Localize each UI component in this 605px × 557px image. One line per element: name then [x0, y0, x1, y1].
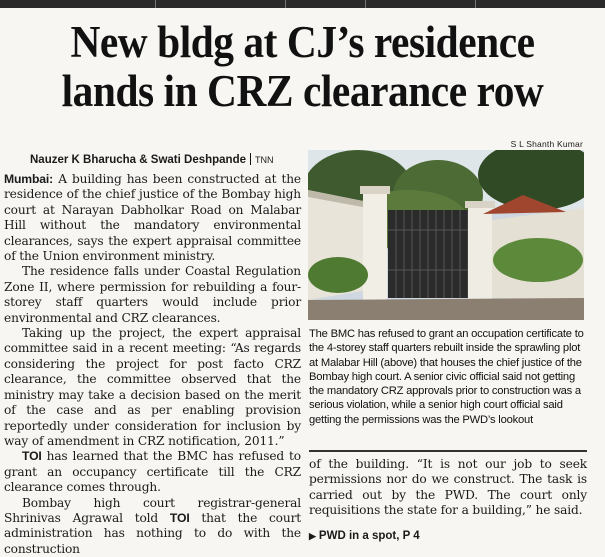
jump-line[interactable]	[309, 530, 420, 542]
headline-line-1: New bldg at CJ’s residence	[70, 17, 535, 67]
body-paragraph-2: The residence falls under Coastal Regulation Zone II, where permission for rebuilding a four-storey staff quarters would include prior environmental and CRZ clearances.	[4, 264, 301, 325]
headline-line-2: lands in CRZ clearance row	[61, 66, 544, 116]
body-paragraph-3: Taking up the project, the expert appraisal committee said in a recent meeting: “As regards considering the project for post facto CRZ clearance, the committee observed that the ministry may take a decision based on the merit of the case and as per enabling provision reportedly under consideration for inclusion by way of amendment in CRZ notification, 2011.”	[4, 326, 301, 448]
byline-agency: TNN	[255, 155, 274, 165]
body-paragraph-5: Bombay high court registrar-general Shrinivas Agrawal told TOI that the court administration has nothing to do with the construction	[4, 495, 301, 556]
article-body	[4, 172, 301, 557]
headline	[24, 18, 581, 116]
byline-separator	[250, 153, 251, 165]
caption-divider	[309, 450, 587, 452]
photo-caption: The BMC has refused to grant an occupation certificate to the 4-storey staff quarters rebuilt inside the sprawling plot at Malabar Hill (above) that houses the chief justice of the Bombay high court. A senior civic official said not getting the mandatory CRZ approvals prior to construction was a serious violation, while a senior high court official said getting the permissions was the PWD’s lookout	[309, 328, 584, 426]
play-arrow-icon: ▶	[309, 531, 316, 541]
body-paragraph-1: Mumbai: A building has been constructed at the residence of the chief justice of the Bombay high court at Narayan Dabholkar Road on Malabar Hill without the mandatory environmental clearances, says the expert appraisal committee of the Union environment ministry.	[4, 172, 301, 264]
jump-text: PWD in a spot, P 4	[318, 530, 420, 542]
toi-mention: TOI	[169, 510, 190, 525]
byline	[30, 153, 274, 166]
toi-mention: TOI	[22, 449, 42, 464]
dateline: Mumbai:	[4, 172, 54, 186]
photo-credit: S L Shanth Kumar	[510, 139, 583, 149]
residence-gate-photo	[308, 150, 584, 320]
page-top-bar	[0, 0, 605, 8]
continued-paragraph: of the building. “It is not our job to seek permissions nor do we construct. The task is carried out by the PWD. The court only requisitions the state for a building,” he said.	[309, 457, 587, 518]
article-continuation	[309, 457, 587, 519]
body-paragraph-4: TOI has learned that the BMC has refused to grant an occupancy certificate till the CRZ clearance comes through.	[4, 449, 301, 495]
byline-authors: Nauzer K Bharucha & Swati Deshpande	[30, 154, 246, 166]
